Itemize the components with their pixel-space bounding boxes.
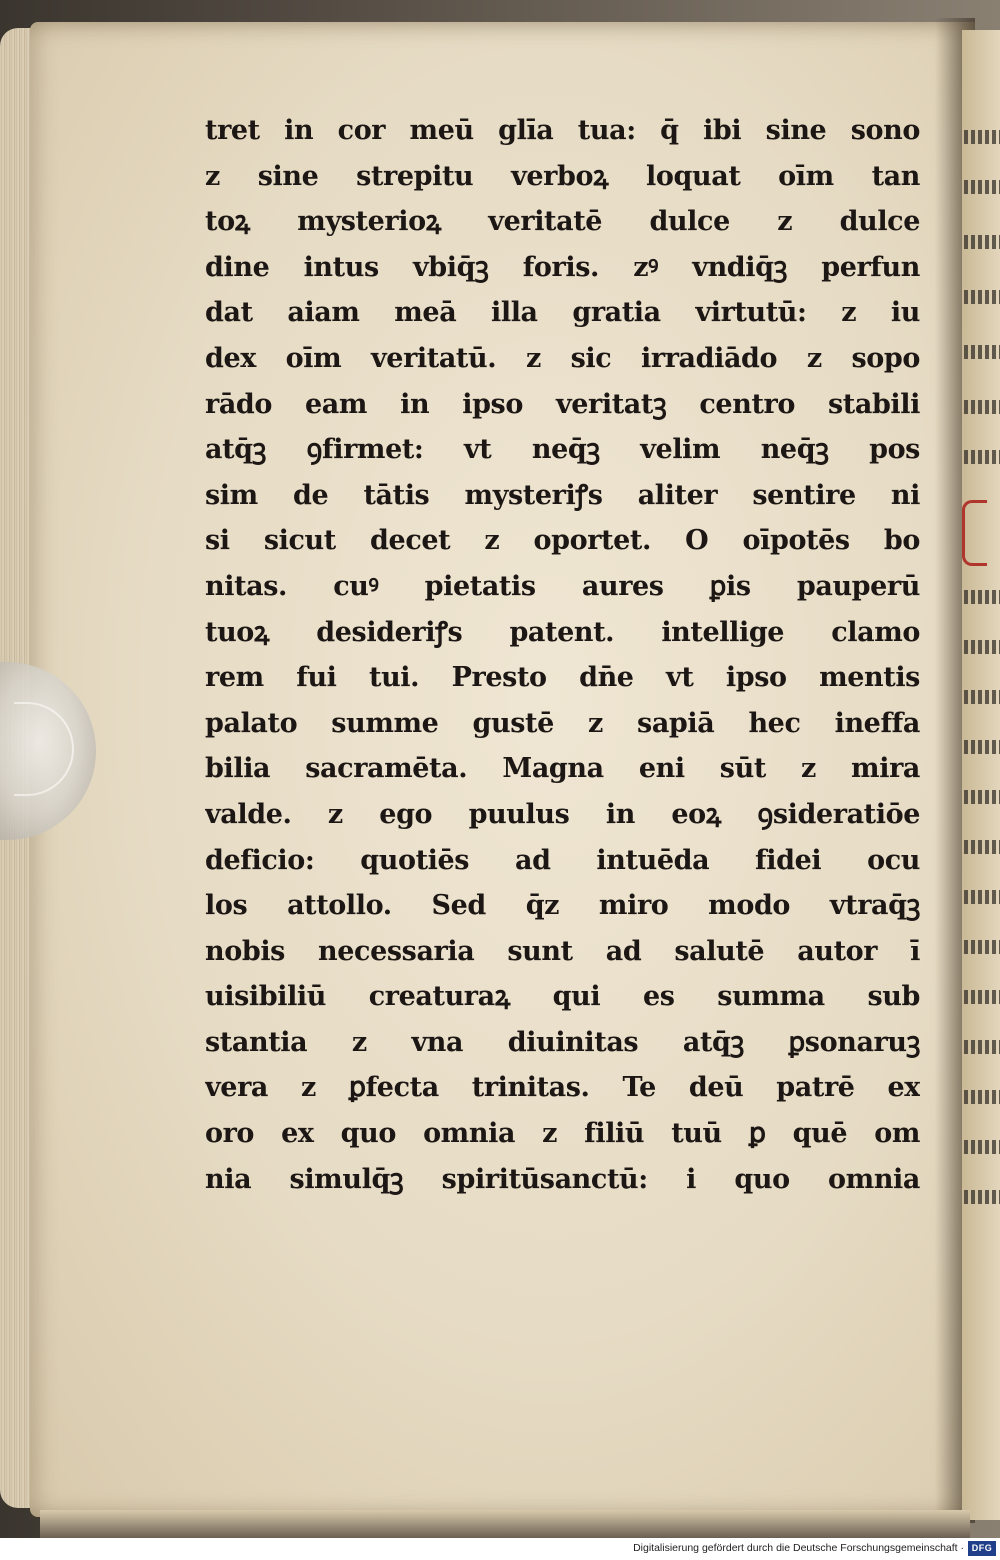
text-line: stantia z vna diuinitas atq̄ꝫ ꝑsonaruꝫ xyxy=(205,1026,920,1058)
text-line: vera z ꝑfecta trinitas. Te deū patrē ex xyxy=(205,1072,920,1104)
text-line: valde. z ego puulus in eoꝝ ꝯsideratiōe xyxy=(205,798,920,830)
text-line: tuoꝝ desideriꝭs patent. intellige clamo xyxy=(205,616,920,648)
funding-credit: Digitalisierung gefördert durch die Deutsche Forschungsgemeinschaft · xyxy=(633,1542,964,1554)
text-line: tret in cor meū glīa tua: q̄ ibi sine sono xyxy=(205,115,920,146)
red-initial-fragment xyxy=(962,500,987,566)
text-line: uisibiliū creaturaꝝ qui es summa sub xyxy=(205,981,920,1013)
text-line: los attollo. Sed q̄z miro modo vtraq̄ꝫ xyxy=(205,890,920,922)
text-line: si sicut decet z oportet. O oīpotēs bo xyxy=(205,525,920,557)
text-line: nobis necessaria sunt ad salutē autor ī xyxy=(205,935,920,967)
text-line: nitas. cuꝰ pietatis aures ꝑis pauperū xyxy=(205,570,920,602)
text-line: oro ex quo omnia z filiū tuū ꝑ quē om xyxy=(205,1118,920,1150)
facing-page-edge xyxy=(962,30,1000,1520)
text-line: rem fui tui. Presto dn̄e vt ipso mentis xyxy=(205,662,920,694)
text-line: rādo eam in ipso veritatꝫ centro stabili xyxy=(205,388,920,420)
text-line: palato summe gustē z sapiā hec ineffa xyxy=(205,707,920,739)
footer-bar xyxy=(0,1538,1000,1560)
text-line: nia simulq̄ꝫ spiritūsanctū: i quo omnia xyxy=(205,1163,920,1195)
text-line: dine intus vbiq̄ꝫ foris. zꝰ vndiq̄ꝫ perfun xyxy=(205,251,920,283)
page-bottom-edge xyxy=(40,1510,970,1538)
text-line: dex oīm veritatū. z sic irradiādo z sopo xyxy=(205,342,920,374)
text-line: dat aiam meā illa gratia virtutū: z iu xyxy=(205,297,920,329)
text-line: z sine strepitu verboꝝ loquat oīm tan xyxy=(205,160,920,192)
printed-text-block xyxy=(205,108,920,1202)
text-line: bilia sacramēta. Magna eni sūt z mira xyxy=(205,753,920,785)
text-line: atq̄ꝫ ꝯfirmet: vt neq̄ꝫ velim neq̄ꝫ pos xyxy=(205,434,920,466)
dfg-logo-icon: DFG xyxy=(968,1541,996,1556)
text-line: toꝝ mysterioꝝ veritatē dulce z dulce xyxy=(205,206,920,238)
text-line: sim de tātis mysteriꝭs aliter sentire ni xyxy=(205,479,920,511)
text-line: deficio: quotiēs ad intuēda fidei ocu xyxy=(205,844,920,876)
